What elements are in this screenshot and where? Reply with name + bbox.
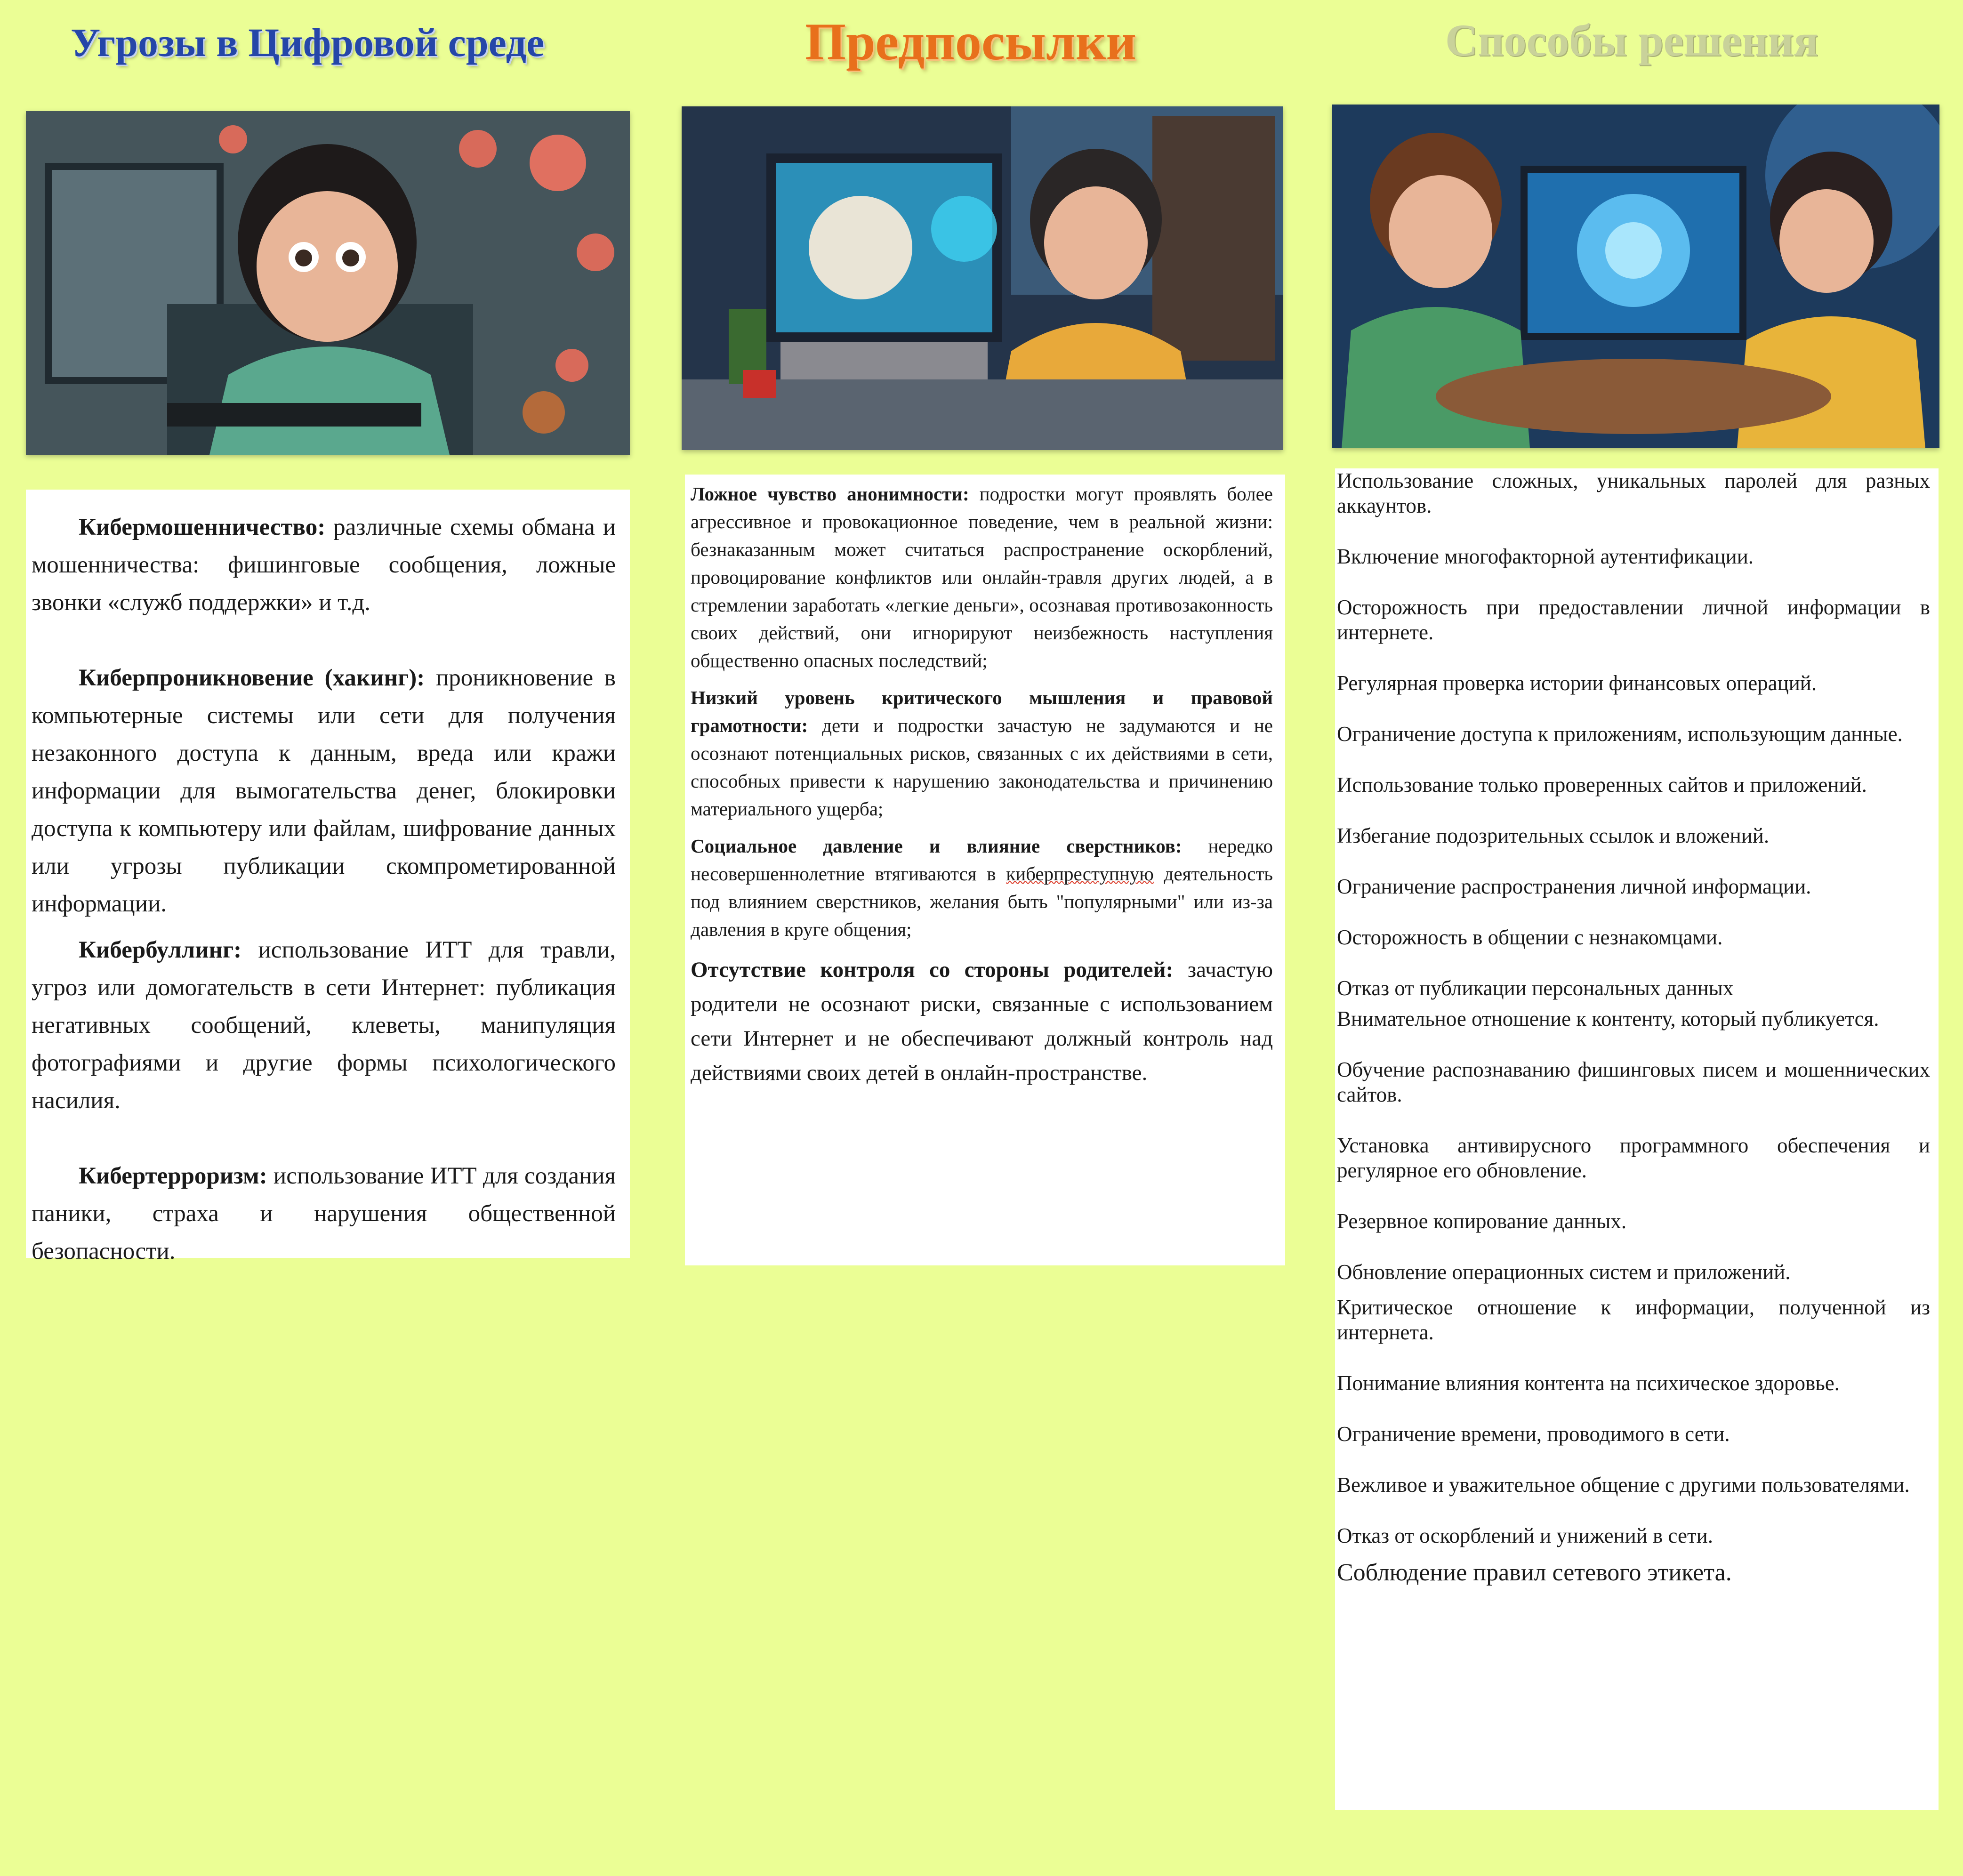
solution-item: Соблюдение правил сетевого этикета.	[1337, 1559, 1732, 1586]
solutions-panel	[1335, 468, 1939, 1810]
solution-item: Осторожность в общении с незнакомцами.	[1337, 926, 1723, 949]
boy-worried-at-computer-illustration	[26, 111, 630, 455]
solution-item: Ограничение распространения личной информации.	[1337, 875, 1811, 898]
threat-item-cyberbullying: Кибербуллинг: использование ИТТ для травли, угроз или домогательств в сети Интернет: публикация негативных сообщений, клеветы, манипуляция фотографиями и другие формы психологического насилия.	[32, 937, 616, 1114]
threat-item-cyberterrorism: Кибертерроризм: использование ИТТ для создания паники, страха и нарушения общественной безопасности.	[32, 1163, 616, 1264]
solution-item: Обучение распознаванию фишинговых писем и мошеннических сайтов.	[1337, 1058, 1930, 1106]
prerequisites-title: Предпосылки	[805, 13, 1136, 71]
solution-item: Регулярная проверка истории финансовых операций.	[1337, 671, 1817, 695]
threat-item-hacking: Киберпроникновение (хакинг): проникновение в компьютерные системы или сети для получения незаконного доступа к данным, вреда или кражи информации для вымогательства денег, блокировки доступа к компьютеру или файлам, шифрование данных или угрозы публикации скомпрометированной информации.	[32, 665, 616, 917]
solution-item: Критическое отношение к информации, полученной из интернета.	[1337, 1296, 1930, 1344]
solution-item: Вежливое и уважительное общение с другими пользователями.	[1337, 1473, 1910, 1497]
two-boys-at-computer-illustration	[1332, 105, 1939, 448]
solution-item: Использование только проверенных сайтов и приложений.	[1337, 773, 1867, 797]
threat-item-cyberfraud: Кибермошенничество: различные схемы обмана и мошенничества: фишинговые сообщения, ложные звонки «служб поддержки» и т.д.	[32, 514, 616, 616]
prerequisite-item-parental-control: Отсутствие контроля со стороны родителей: зачастую родители не осознают риски, связанные с использованием сети Интернет и не обеспечивают должный контроль над действиями своих детей в онлайн-пространстве.	[691, 958, 1273, 1085]
solution-item: Включение многофакторной аутентификации.	[1337, 545, 1754, 568]
prerequisite-item-anonymity: Ложное чувство анонимности: подростки могут проявлять более агрессивное и провокационное поведение, чем в реальной жизни: безнаказанным может считаться распространение оскорблений, провоцирование конфликтов или онлайн-травля других людей, а в стремлении заработать «легкие деньги», осознавая противозаконность своих действий, они игнорируют неизбежность наступления общественно опасных последствий;	[691, 483, 1273, 671]
solution-item: Отказ от публикации персональных данных	[1337, 976, 1734, 1000]
threats-panel	[26, 490, 630, 1264]
solution-item: Ограничение времени, проводимого в сети.	[1337, 1422, 1730, 1446]
prerequisite-item-peer-pressure: Социальное давление и влияние сверстников: нередко несовершеннолетние втягиваются в киберпреступную деятельность под влиянием сверстников, желания быть "популярными" или из-за давления в круге общения;	[691, 835, 1273, 940]
threats-title: Угрозы в Цифровой среде	[71, 20, 545, 65]
solution-item: Избегание подозрительных ссылок и вложений.	[1337, 824, 1770, 847]
solution-item: Внимательное отношение к контенту, который публикуется.	[1337, 1007, 1879, 1031]
solution-item: Ограничение доступа к приложениям, использующим данные.	[1337, 722, 1903, 746]
solution-item: Понимание влияния контента на психическое здоровье.	[1337, 1371, 1840, 1395]
solution-item: Резервное копирование данных.	[1337, 1209, 1627, 1233]
solution-item: Осторожность при предоставлении личной информации в интернете.	[1337, 596, 1930, 644]
solution-item: Обновление операционных систем и приложений.	[1337, 1260, 1791, 1284]
solution-item: Установка антивирусного программного обеспечения и регулярное его обновление.	[1337, 1134, 1930, 1182]
prerequisites-panel	[685, 475, 1285, 1265]
solution-item: Отказ от оскорблений и унижений в сети.	[1337, 1524, 1713, 1547]
solution-item: Использование сложных, уникальных паролей для разных аккаунтов.	[1337, 469, 1930, 517]
solutions-title: Способы решения	[1445, 15, 1818, 65]
boy-browsing-at-computer-illustration	[682, 106, 1283, 450]
prerequisite-item-critical-thinking: Низкий уровень критического мышления и правовой грамотности: дети и подростки зачастую не задумаются и не осознают потенциальных рисков, связанных с их действиями в сети, способных привести к нарушению законодательства и причинению материального ущерба;	[691, 687, 1273, 820]
